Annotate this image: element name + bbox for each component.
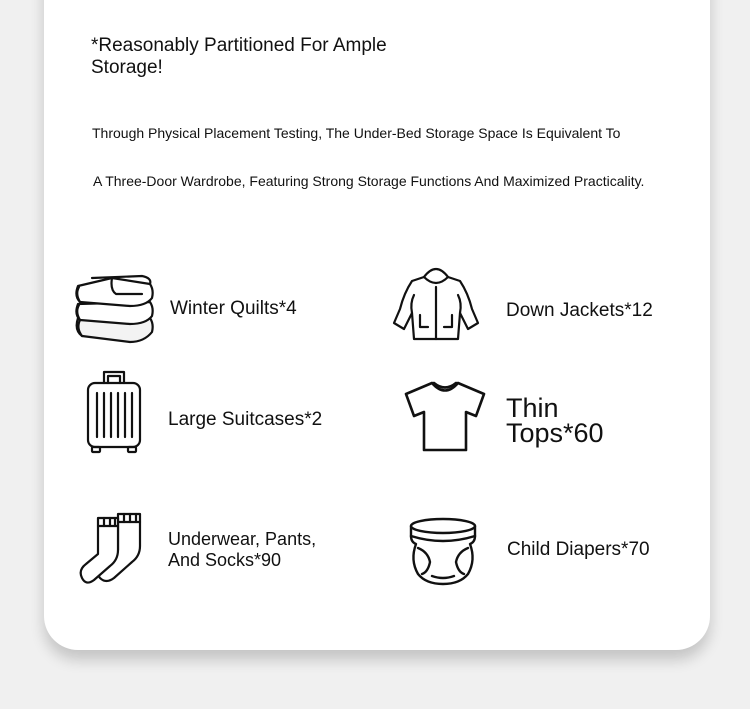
item-label-line: Thin <box>506 393 559 423</box>
suitcase-icon <box>84 369 144 455</box>
item-label-line: And Socks*90 <box>168 550 282 570</box>
item-label-line: Winter Quilts*4 <box>170 298 297 319</box>
down-jacket-icon <box>390 263 482 343</box>
socks-icon <box>78 510 144 588</box>
item-label-line: Underwear, Pants, <box>168 529 317 549</box>
item-label-line: Down Jackets*12 <box>506 300 653 321</box>
description-line-1: Through Physical Placement Testing, The Under-Bed Storage Space Is Equivalent To <box>92 125 621 141</box>
t-shirt-icon <box>402 380 488 454</box>
item-label-thin-tops <box>506 393 604 448</box>
diaper-icon <box>406 516 480 588</box>
item-label-down-jackets <box>506 300 653 321</box>
description-line-2: A Three-Door Wardrobe, Featuring Strong Storage Functions And Maximized Practicality. <box>93 173 645 189</box>
item-label-line: Child Diapers*70 <box>507 539 650 560</box>
item-label-line: Large Suitcases*2 <box>168 409 323 430</box>
headline: *Reasonably Partitioned For Ample Storage! <box>91 35 387 78</box>
item-label-child-diapers <box>507 539 650 560</box>
item-label-large-suitcases <box>168 409 322 430</box>
folded-quilts-icon <box>72 272 156 346</box>
item-label-winter-quilts <box>170 298 297 319</box>
item-label-line: Tops*60 <box>506 418 604 448</box>
item-label-underwear-socks <box>168 529 316 571</box>
